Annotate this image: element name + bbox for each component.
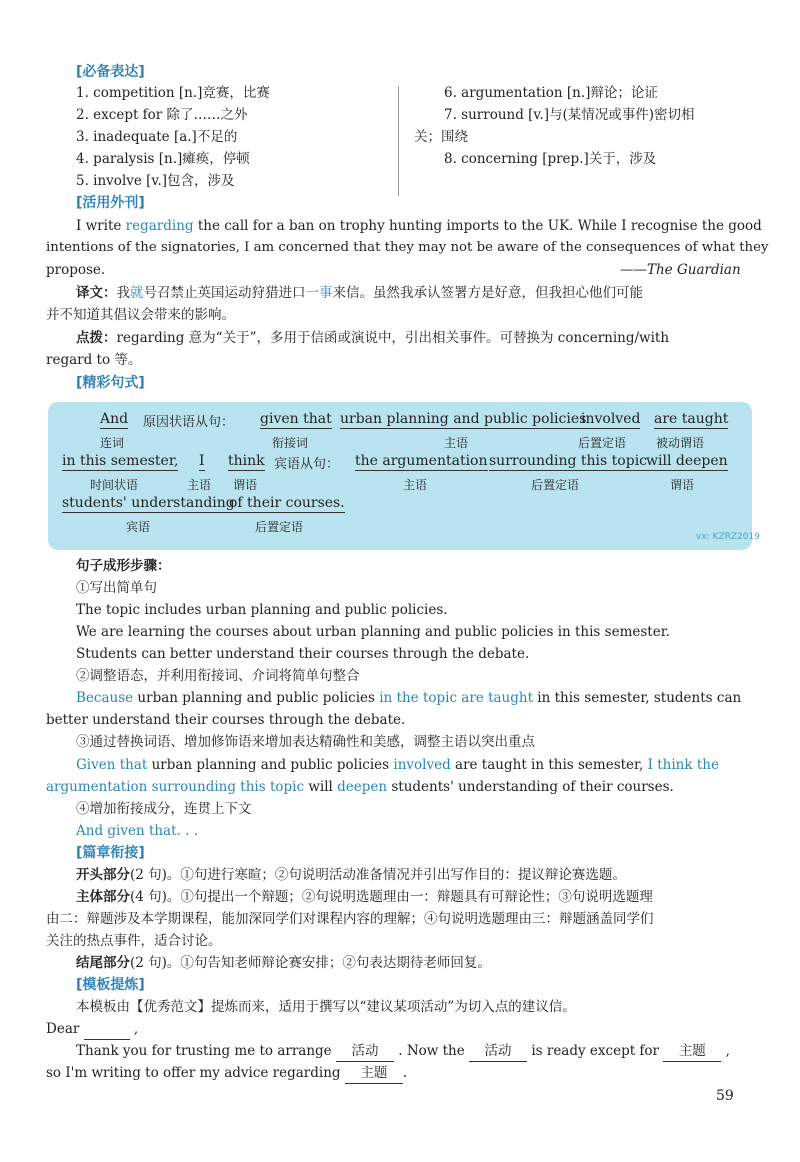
step-sentence: And given that. . . [76,823,198,839]
vocab-item: 6. argumentation [n.]辩论；论证 [444,85,658,101]
translation-keyword: 一事 [305,285,333,301]
box-word: will deepen [646,453,728,469]
step-sentence: The topic includes urban planning and public policies. [76,602,448,618]
section-title-transition: [篇章衔接] [76,845,145,861]
step-heading: ①写出简单句 [76,580,157,596]
blank: 活动 [469,1041,527,1062]
box-label: 主语 [444,436,469,450]
box-word: think [228,453,265,469]
vocab-item: 2. except for 除了……之外 [76,107,248,123]
tip-label: 点拨： [76,330,117,346]
column-divider [398,86,399,196]
transition-open: 开头部分(2 句)。①句进行寒暄；②句说明活动准备情况并引出写作目的：提议辩论赛选题。 [76,867,626,883]
step-heading: ④增加衔接成分，连贯上下文 [76,801,252,817]
steps-title: 句子成形步骤： [76,558,171,574]
translation-line-1 [76,283,643,303]
step-sentence: Because urban planning and public policies in the topic are taught in this semester, students can [76,690,742,706]
transition-main: 主体部分(4 句)。①句提出一个辩题；②句说明选题理由一：辩题具有可辩论性；③句说明选题理 [76,889,653,905]
quote-line-3: propose. [46,262,106,278]
box-label: 后置定语 [531,478,580,492]
template-greeting: Dear , [46,1019,138,1040]
vocab-item: 4. paralysis [n.]瘫痪，停顿 [76,151,250,167]
box-label: 谓语 [233,478,258,492]
tip-line-2: regard to 等。 [46,352,142,368]
quote-source: ——The Guardian [620,262,741,278]
transition-main-cont: 由二：辩题涉及本学期课程，能加深同学们对课程内容的理解；④句说明选题理由三：辩题涵盖同学们 [46,911,654,927]
tip-line-1 [76,328,669,348]
step-sentence: argumentation surrounding this topic will deepen students' understanding of their courses. [46,779,674,795]
section-title-patterns: [精彩句式] [76,375,145,391]
quote-text: I write [76,218,126,234]
section-title-template: [模板提炼] [76,977,145,993]
step-sentence: Students can better understand their courses through the debate. [76,646,530,662]
box-clause-label: 宾语从句： [274,457,340,472]
box-word: of their courses. [229,495,345,511]
template-intro: 本模板由【优秀范文】提炼而来，适用于撰写以“建议某项活动”为切入点的建议信。 [76,999,576,1015]
blank [84,1019,130,1040]
box-word: given that [260,411,332,427]
box-label: 衔接词 [272,436,309,450]
step-heading: ③通过替换词语、增加修饰语来增加表达精确性和美感，调整主语以突出重点 [76,734,535,750]
box-label: 主语 [403,478,428,492]
template-line-1: Thank you for trusting me to arrange 活动 . Now the 活动 is ready except for 主题 , [76,1041,730,1062]
section-title-quotes: [活用外刊] [76,195,145,211]
translation-text: 我 [116,285,130,301]
blank: 活动 [336,1041,394,1062]
quote-keyword: regarding [125,218,194,234]
quote-line-2: intentions of the signatories, I am concerned that they may not be aware of the consequences of what they [46,240,769,255]
vocab-item: 1. competition [n.]竞赛，比赛 [76,85,270,101]
watermark: vx: KZRZ2019 [696,532,760,542]
step-sentence: better understand their courses through the debate. [46,712,406,728]
step-heading: ②调整语态，并利用衔接词、介词将简单句整合 [76,668,360,684]
translation-text: 来信。虽然我承认签署方是好意，但我担心他们可能 [332,285,643,301]
step-sentence: We are learning the courses about urban planning and public policies in this semester. [76,624,670,640]
translation-line-2: 并不知道其倡议会带来的影响。 [46,307,235,323]
box-label: 谓语 [670,478,695,492]
box-word: are taught [654,411,729,427]
quote-text: the call for a ban on trophy hunting imports to the UK. While I recognise the good [193,218,762,234]
box-word: in this semester, [62,453,179,469]
transition-end: 结尾部分(2 句)。①句告知老师辩论赛安排；②句表达期待老师回复。 [76,955,491,971]
translation-text: 号召禁止英国运动狩猎进口 [143,285,306,301]
blank: 主题 [663,1041,721,1062]
vocab-item: 3. inadequate [a.]不足的 [76,129,238,145]
tip-text: regarding 意为“关于”，多用于信函或演说中，引出相关事件。可替换为 concerning/with [116,330,670,346]
template-line-2: so I'm writing to offer my advice regarding 主题 . [46,1063,407,1084]
box-word: students' understanding [62,495,235,511]
step-sentence: Given that urban planning and public policies involved are taught in this semester, I think the [76,757,719,773]
vocab-item: 7. surround [v.]与(某情况或事件)密切相 [444,107,695,123]
box-label: 宾语 [126,520,151,534]
box-clause-label: 原因状语从句： [143,415,235,430]
box-word: And [100,411,129,427]
box-word: I [199,453,205,469]
blank: 主题 [345,1063,403,1084]
vocab-item: 8. concerning [prep.]关于，涉及 [444,151,657,167]
quote-line-1 [76,216,762,236]
section-title-required: [必备表达] [76,64,145,80]
translation-keyword: 就 [130,285,144,301]
box-label: 连词 [100,436,125,450]
box-word: urban planning and public policies [340,411,587,427]
vocab-item: 关；围绕 [414,129,468,145]
box-word: involved [581,411,641,427]
translation-label: 译文： [76,285,117,301]
box-label: 时间状语 [90,478,139,492]
vocab-item: 5. involve [v.]包含，涉及 [76,173,235,189]
page-number: 59 [716,1088,734,1104]
transition-main-cont: 关注的热点事件，适合讨论。 [46,933,222,949]
box-word: the argumentation [355,453,488,469]
box-label: 后置定语 [578,436,627,450]
box-label: 后置定语 [255,520,304,534]
box-label: 被动谓语 [656,436,705,450]
box-label: 主语 [187,478,212,492]
box-word: surrounding this topic [489,453,648,469]
